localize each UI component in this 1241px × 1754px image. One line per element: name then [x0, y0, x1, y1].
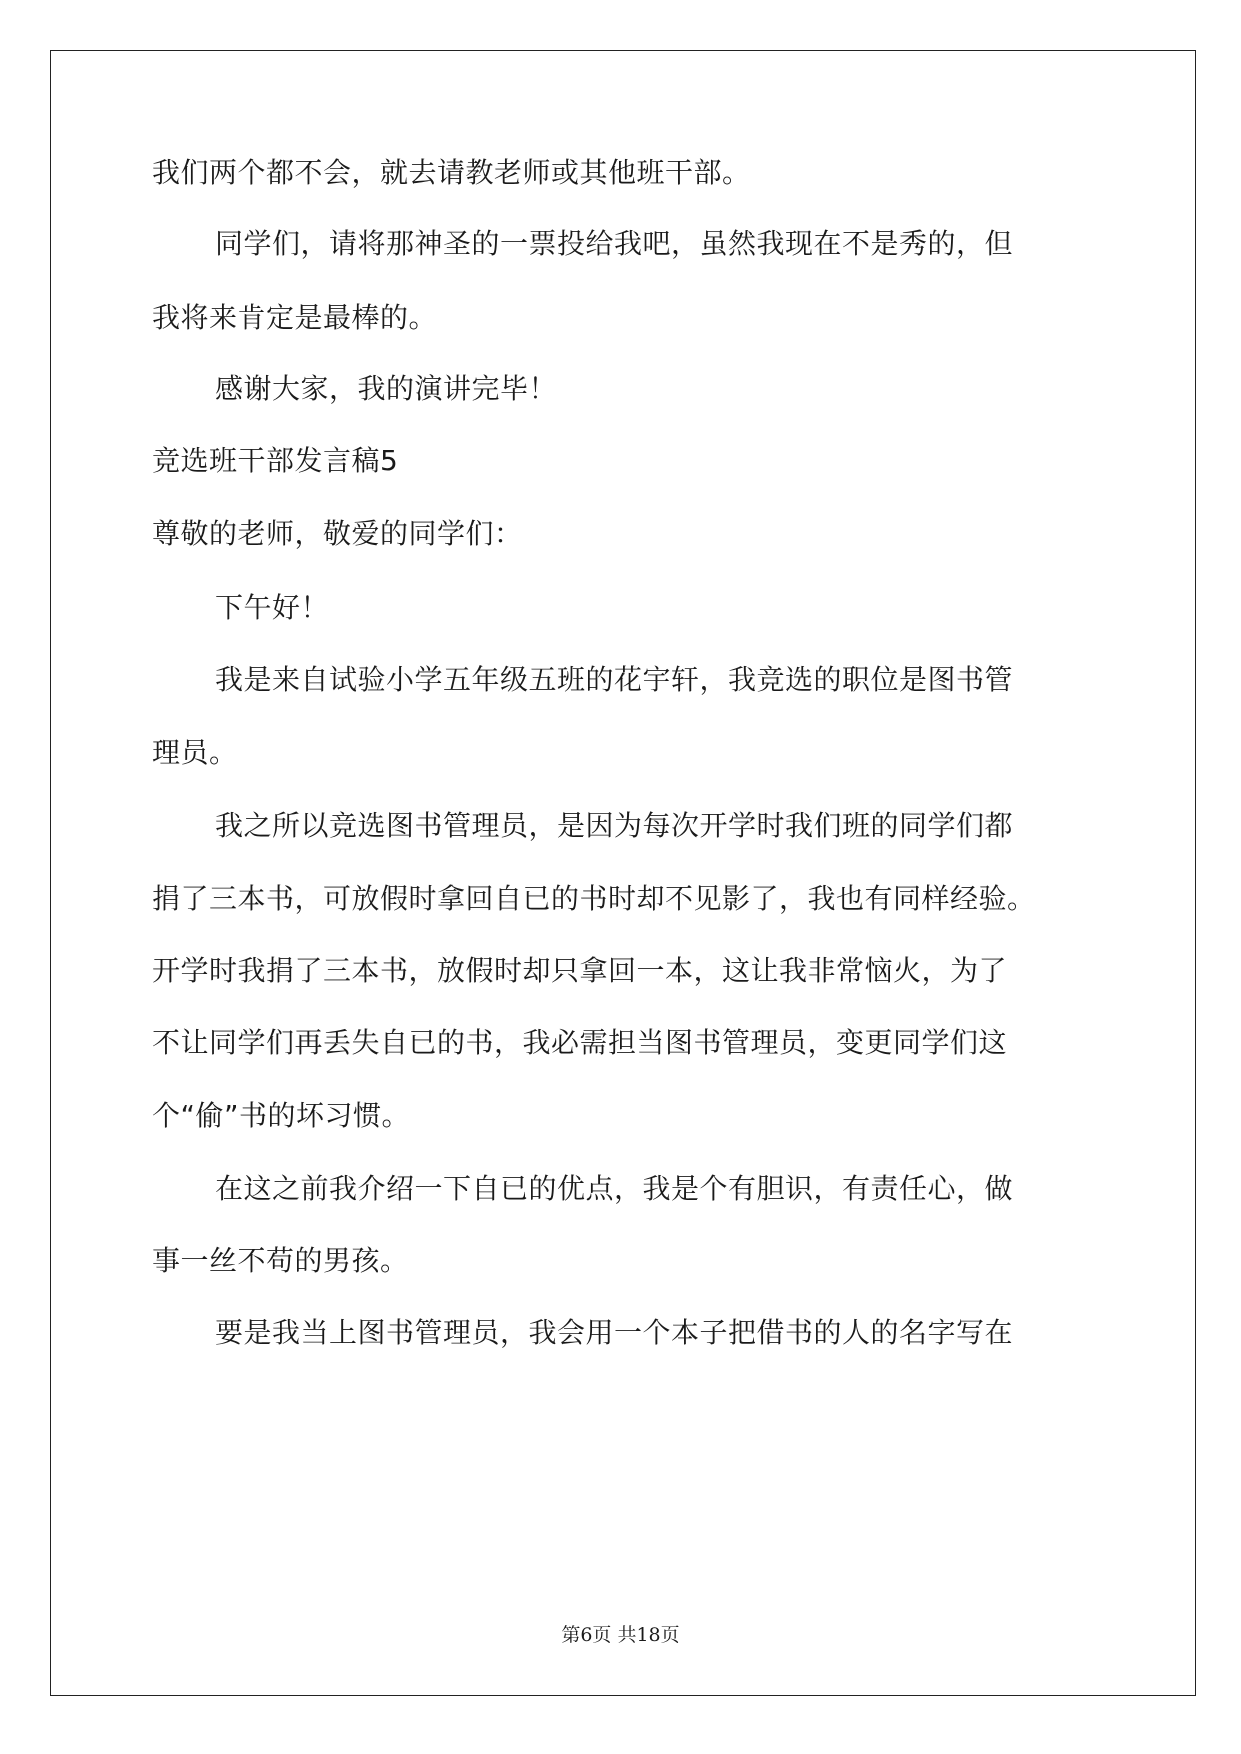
text-line: 在这之前我介绍一下自已的优点，我是个有胆识，有责任心，做 — [215, 1172, 1014, 1205]
salutation: 尊敬的老师，敬爱的同学们： — [152, 517, 523, 550]
text-line: 捐了三本书，可放假时拿回自已的书时却不见影了，我也有同样经验。 — [152, 882, 1036, 915]
text-line: 不让同学们再丢失自已的书，我必需担当图书管理员，变更同学们这 — [152, 1026, 1008, 1059]
page-number: 第6页 共18页 — [561, 1624, 680, 1646]
text-line: 下午好！ — [215, 591, 330, 624]
text-line: 我之所以竞选图书管理员，是因为每次开学时我们班的同学们都 — [215, 809, 1014, 842]
text-line: 事一丝不苟的男孩。 — [152, 1244, 409, 1277]
page-border — [50, 50, 1196, 1696]
text-line: 开学时我捐了三本书，放假时却只拿回一本，这让我非常恼火，为了 — [152, 954, 1008, 987]
text-line: 同学们，请将那神圣的一票投给我吧，虽然我现在不是秀的，但 — [215, 227, 1014, 260]
text-line: 要是我当上图书管理员，我会用一个本子把借书的人的名字写在 — [215, 1316, 1014, 1349]
text-line: 我将来肯定是最棒的。 — [152, 301, 438, 334]
text-line: 我们两个都不会，就去请教老师或其他班干部。 — [152, 156, 751, 189]
text-line: 理员。 — [152, 736, 238, 769]
section-heading: 竞选班干部发言稿5 — [152, 444, 399, 477]
text-line: 感谢大家，我的演讲完毕！ — [215, 372, 558, 405]
text-line: 我是来自试验小学五年级五班的花宇轩，我竞选的职位是图书管 — [215, 663, 1014, 696]
text-line: 个“偷”书的坏习惯。 — [152, 1099, 411, 1132]
